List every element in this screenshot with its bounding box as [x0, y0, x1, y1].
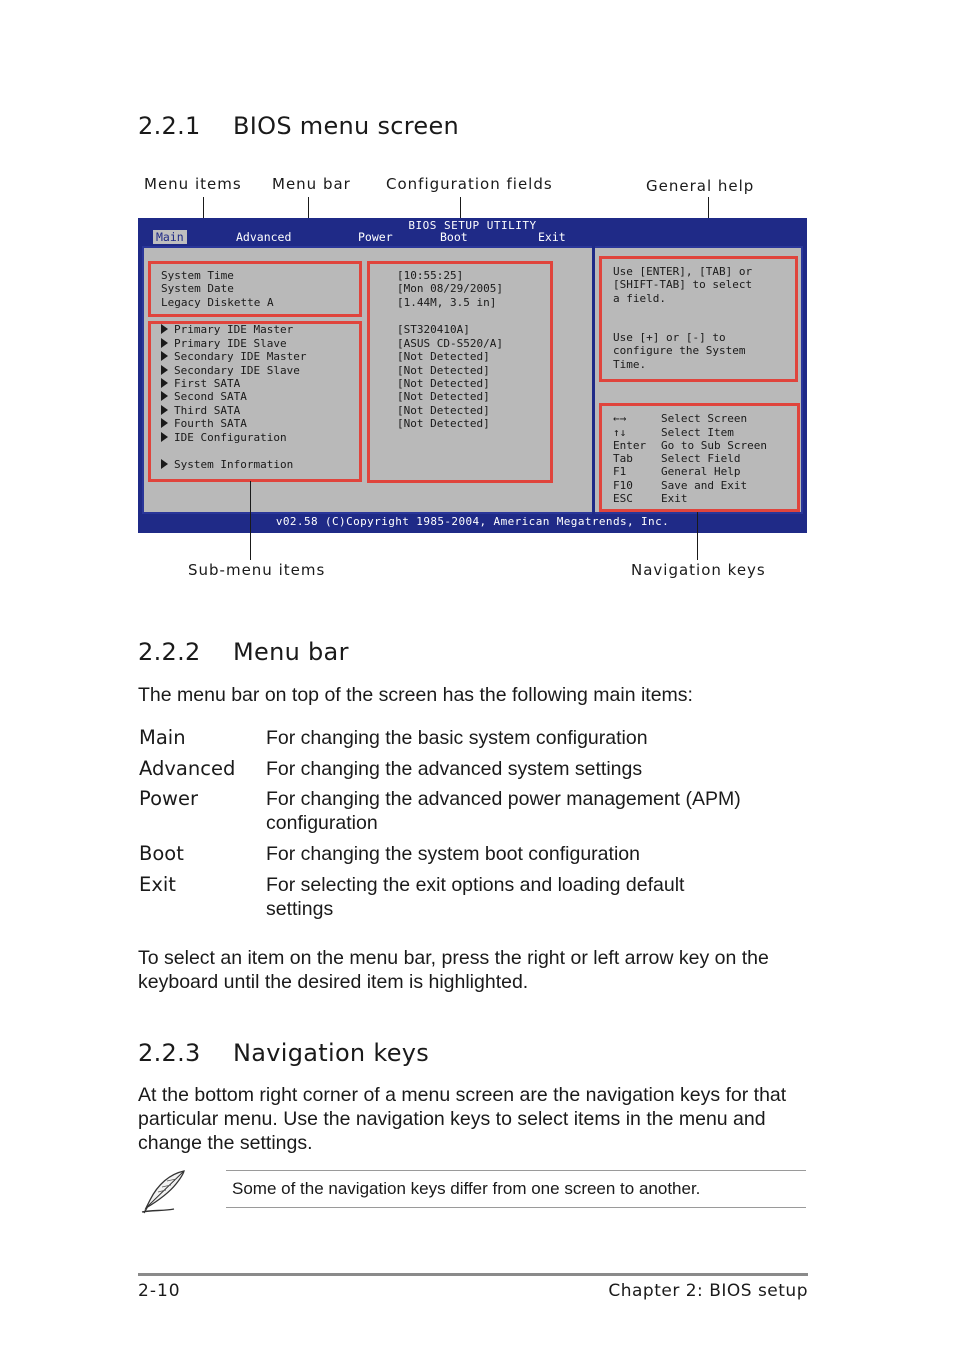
definition-power: For changing the advanced power management (APM) configuration [266, 788, 741, 834]
nav-key-row: ←→ Select Screen [613, 412, 748, 425]
highlight-box-configuration-fields [367, 261, 553, 483]
definition-advanced: For changing the advanced system settings [266, 758, 643, 780]
callout-sub-menu-items: Sub-menu items [188, 561, 326, 579]
bios-value-time[interactable]: [10:55:25] [397, 269, 464, 282]
navigation-keys-body: At the bottom right corner of a menu screen are the navigation keys for that particular menu. Use the navigation keys to select items in the menu and change the settings. [138, 1084, 787, 1154]
highlight-box-navigation-keys [599, 403, 800, 512]
section-title: Menu bar [233, 638, 349, 666]
bios-submenu-first-sata[interactable]: First SATA [161, 377, 240, 391]
section-number: 2.2.1 [138, 112, 201, 140]
menu-main[interactable]: Main [153, 230, 187, 244]
bios-help-line: Use [+] or [-] to [613, 331, 726, 344]
term-advanced: Advanced [139, 757, 236, 780]
nav-key-row: Tab Select Field [613, 452, 741, 465]
callout-navigation-keys: Navigation keys [631, 561, 766, 579]
bios-value-second-sata: [Not Detected] [397, 390, 490, 403]
bios-help-line: configure the System [613, 344, 746, 357]
arrow-left-right-icon: ←→ [613, 412, 627, 425]
callout-menu-bar: Menu bar [272, 175, 351, 193]
bios-value-primary-ide-slave: [ASUS CD-S520/A] [397, 337, 503, 350]
callout-menu-items: Menu items [144, 175, 242, 193]
term-power: Power [139, 787, 198, 810]
definition-main: For changing the basic system configuration [266, 727, 648, 749]
bios-value-secondary-ide-master: [Not Detected] [397, 350, 490, 363]
bios-screen [138, 218, 807, 533]
highlight-box-general-help [599, 256, 798, 382]
nav-key-row: ESC Exit [613, 492, 688, 505]
page-number: 2-10 [138, 1281, 181, 1301]
menu-bar-outro: To select an item on the menu bar, press the right or left arrow key on the keyboard until the desired item is highlighted. [138, 947, 769, 993]
bios-value-primary-ide-master: [ST320410A] [397, 323, 470, 336]
definition-boot: For changing the system boot configuration [266, 843, 640, 865]
bios-item-legacy-diskette[interactable]: Legacy Diskette A [161, 296, 274, 309]
nav-key-row: F10 Save and Exit [613, 479, 748, 492]
section-heading-menu-bar [138, 638, 349, 666]
section-number: 2.2.2 [138, 638, 201, 666]
bios-submenu-ide-configuration[interactable]: IDE Configuration [161, 431, 287, 445]
bios-submenu-primary-ide-master[interactable]: Primary IDE Master [161, 323, 293, 337]
bios-submenu-third-sata[interactable]: Third SATA [161, 404, 240, 418]
bios-submenu-system-information[interactable]: System Information [161, 458, 293, 472]
section-number: 2.2.3 [138, 1039, 201, 1067]
note-text: Some of the navigation keys differ from one screen to another. [232, 1179, 701, 1198]
bios-value-first-sata: [Not Detected] [397, 377, 490, 390]
bios-help-line: [SHIFT-TAB] to select [613, 278, 753, 291]
note-rule-top [226, 1170, 806, 1171]
highlight-box-sub-menu-items [148, 321, 362, 482]
menu-bar-intro: The menu bar on top of the screen has the following main items: [138, 684, 693, 706]
callout-configuration-fields: Configuration fields [386, 175, 553, 193]
bios-help-line: Use [ENTER], [TAB] or [613, 265, 753, 278]
section-heading-navigation-keys [138, 1039, 429, 1067]
bios-value-fourth-sata: [Not Detected] [397, 417, 490, 430]
bios-panel-divider [592, 246, 595, 514]
section-title: BIOS menu screen [233, 112, 460, 140]
term-exit: Exit [139, 873, 176, 896]
arrow-up-down-icon: ↑↓ [613, 426, 627, 439]
leader-line-sub-menu-items [250, 481, 251, 560]
nav-key-row: F1 General Help [613, 465, 741, 478]
bios-item-system-date[interactable]: System Date [161, 282, 234, 295]
chapter-label: Chapter 2: BIOS setup [608, 1281, 808, 1301]
bios-help-line: a field. [613, 292, 666, 305]
bios-title: BIOS SETUP UTILITY [408, 219, 537, 232]
note-rule-bottom [226, 1207, 806, 1208]
footer-rule [138, 1273, 808, 1276]
bios-submenu-primary-ide-slave[interactable]: Primary IDE Slave [161, 337, 287, 351]
highlight-box-menu-items [148, 261, 362, 317]
menu-advanced[interactable]: Advanced [236, 230, 292, 244]
menu-exit[interactable]: Exit [538, 230, 566, 244]
bios-value-diskette[interactable]: [1.44M, 3.5 in] [397, 296, 497, 309]
term-boot: Boot [139, 842, 184, 865]
bios-submenu-secondary-ide-master[interactable]: Secondary IDE Master [161, 350, 306, 364]
leader-line-navigation-keys [697, 512, 698, 560]
bios-copyright: v02.58 (C)Copyright 1985-2004, American Megatrends, Inc. [275, 515, 670, 528]
bios-item-system-time[interactable]: System Time [161, 269, 234, 282]
callout-general-help: General help [646, 177, 755, 195]
bios-help-line: Time. [613, 358, 647, 371]
bios-value-date[interactable]: [Mon 08/29/2005] [397, 282, 503, 295]
bios-submenu-secondary-ide-slave[interactable]: Secondary IDE Slave [161, 364, 300, 378]
menu-boot[interactable]: Boot [440, 230, 468, 244]
term-main: Main [139, 726, 186, 749]
bios-value-secondary-ide-slave: [Not Detected] [397, 364, 490, 377]
bios-submenu-second-sata[interactable]: Second SATA [161, 390, 247, 404]
section-title: Navigation keys [233, 1039, 430, 1067]
definition-exit: For selecting the exit options and loading default settings [266, 874, 685, 920]
nav-key-row: Enter Go to Sub Screen [613, 439, 767, 452]
menu-power[interactable]: Power [358, 230, 393, 244]
nav-key-row: ↑↓ Select Item [613, 426, 734, 439]
bios-submenu-fourth-sata[interactable]: Fourth SATA [161, 417, 247, 431]
feather-quill-icon [138, 1168, 188, 1216]
section-heading-bios-menu-screen [138, 112, 459, 140]
bios-value-third-sata: [Not Detected] [397, 404, 490, 417]
